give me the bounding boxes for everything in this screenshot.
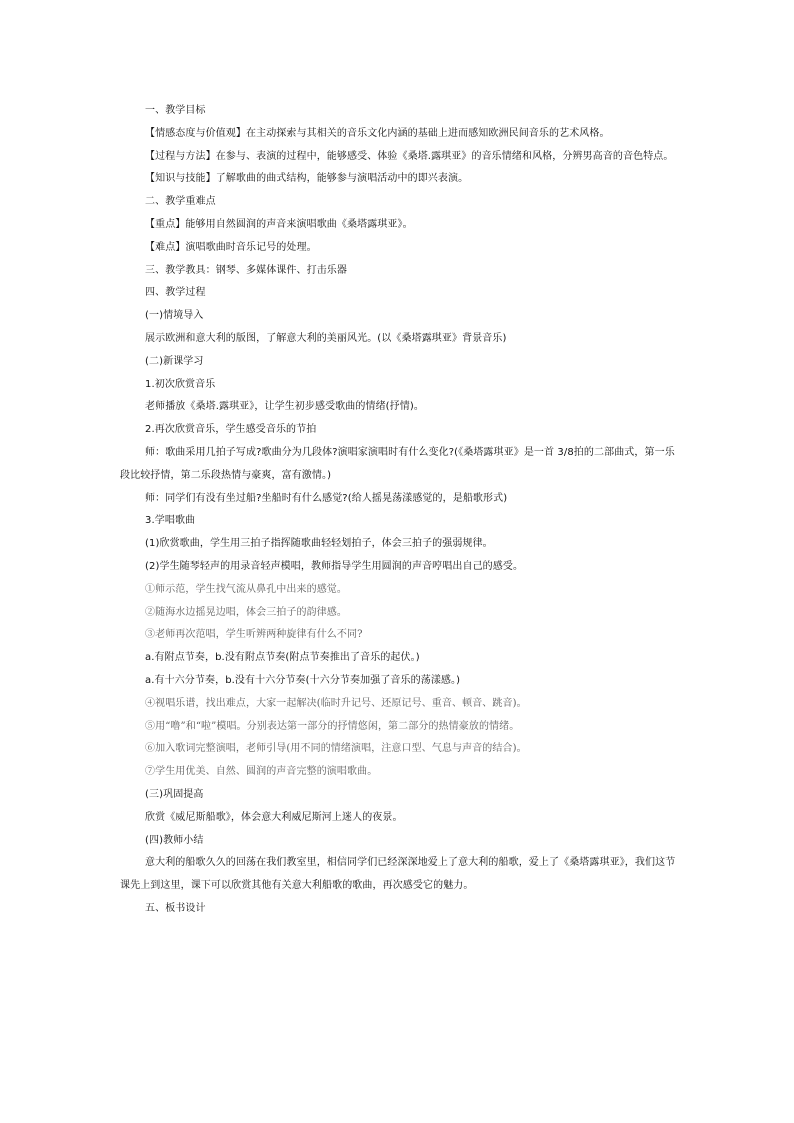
lesson-plan-body [120, 100, 678, 921]
step-second-listen: 2.再次欣赏音乐，学生感受音乐的节拍 [145, 424, 317, 436]
objective-process: 【过程与方法】在参与、表演的过程中，能够感受、体验《桑塔.露琪亚》的音乐情绪和风格，分辨男高音的音色特点。 [145, 150, 674, 162]
section-heading-objectives: 一、教学目标 [145, 105, 206, 116]
difficult-point: 【难点】演唱歌曲时音乐记号的处理。 [145, 241, 317, 253]
subheading-summary: (四)教师小结 [145, 834, 204, 846]
introduction-text: 展示欧洲和意大利的版图，了解意大利的美丽风光。(以《桑塔露琪亚》背景音乐) [145, 332, 507, 344]
activity-item-5: ⑤用“噜”和“啦”模唱。分别表达第一部分的抒情悠闲，第二部分的热情豪放的情绪。 [145, 720, 520, 732]
step-learn-song: 3.学唱歌曲 [145, 515, 196, 527]
activity-item-7: ⑦学生用优美、自然、圆润的声音完整的演唱歌曲。 [145, 766, 378, 778]
section-heading-blackboard: 五、板书设计 [145, 902, 206, 914]
first-listen-text: 老师播放《桑塔.露琪亚》，让学生初步感受歌曲的情绪(抒情)。 [145, 401, 424, 413]
summary-text: 意大利的船歌久久的回荡在我们教室里，相信同学们已经深深地爱上了意大利的船歌，爱上了《桑塔露琪亚》，我们这节课先上到这里，课下可以欣赏其他有关意大利船歌的歌曲，再次感受它的魅力。 [120, 857, 676, 892]
key-point: 【重点】能够用自然圆润的声音来演唱歌曲《桑塔露琪亚》。 [145, 218, 413, 230]
rhythm-dotted: a.有附点节奏，b.没有附点节奏(附点节奏推出了音乐的起伏。) [145, 652, 420, 664]
learn-song-item-2: (2)学生随琴轻声的用录音轻声模唱，教师指导学生用圆润的声音哼唱出自己的感受。 [145, 560, 524, 572]
step-first-listen: 1.初次欣赏音乐 [145, 378, 216, 390]
subheading-new-lesson: (二)新课学习 [145, 355, 204, 367]
section-heading-process: 四、教学过程 [145, 287, 206, 299]
activity-item-6: ⑥加入歌词完整演唱，老师引导(用不同的情绪演唱，注意口型、气息与声音的结合)。 [145, 743, 527, 755]
objective-emotion: 【情感态度与价值观】在主动探索与其相关的音乐文化内涵的基础上进而感知欧洲民间音乐的艺术风格。 [145, 127, 610, 139]
consolidation-text: 欣赏《威尼斯船歌》，体会意大利威尼斯河上迷人的夜景。 [145, 811, 403, 823]
section-heading-key-points: 二、教学重难点 [145, 196, 216, 208]
activity-item-3: ③老师再次范唱，学生听辨两种旋律有什么不同? [145, 629, 363, 641]
activity-item-1: ①师示范，学生找气流从鼻孔中出来的感觉。 [145, 583, 347, 595]
learn-song-item-1: (1)欣赏歌曲，学生用三拍子指挥随歌曲轻轻划拍子，体会三拍子的强弱规律。 [145, 538, 493, 550]
activity-item-4: ④视唱乐谱，找出难点，大家一起解决(临时升记号、还原记号、重音、顿音、跳音)。 [145, 697, 527, 709]
subheading-consolidation: (三)巩固提高 [145, 788, 204, 800]
rhythm-sixteenth: a.有十六分节奏，b.没有十六分节奏(十六分节奏加强了音乐的荡漾感。) [145, 674, 461, 686]
teacher-question-boat: 师：同学们有没有坐过船?坐船时有什么感觉?(给人摇晃荡漾感觉的，是船歌形式) [145, 492, 508, 504]
activity-item-2: ②随海水边摇晃边唱，体会三拍子的韵律感。 [145, 606, 347, 618]
objective-knowledge: 【知识与技能】了解歌曲的曲式结构，能够参与演唱活动中的即兴表演。 [145, 173, 469, 185]
subheading-introduction: (一)情境导入 [145, 310, 204, 322]
section-heading-teaching-aids: 三、教学教具：钢琴、多媒体课件、打击乐器 [145, 264, 347, 276]
teacher-question-meter: 师：歌曲采用几拍子写成?歌曲分为几段体?演唱家演唱时有什么变化?(《桑塔露琪亚》是一首 3/8拍的二部曲式，第一乐段比较抒情，第二乐段热情与豪爽，富有激情。) [120, 446, 675, 481]
